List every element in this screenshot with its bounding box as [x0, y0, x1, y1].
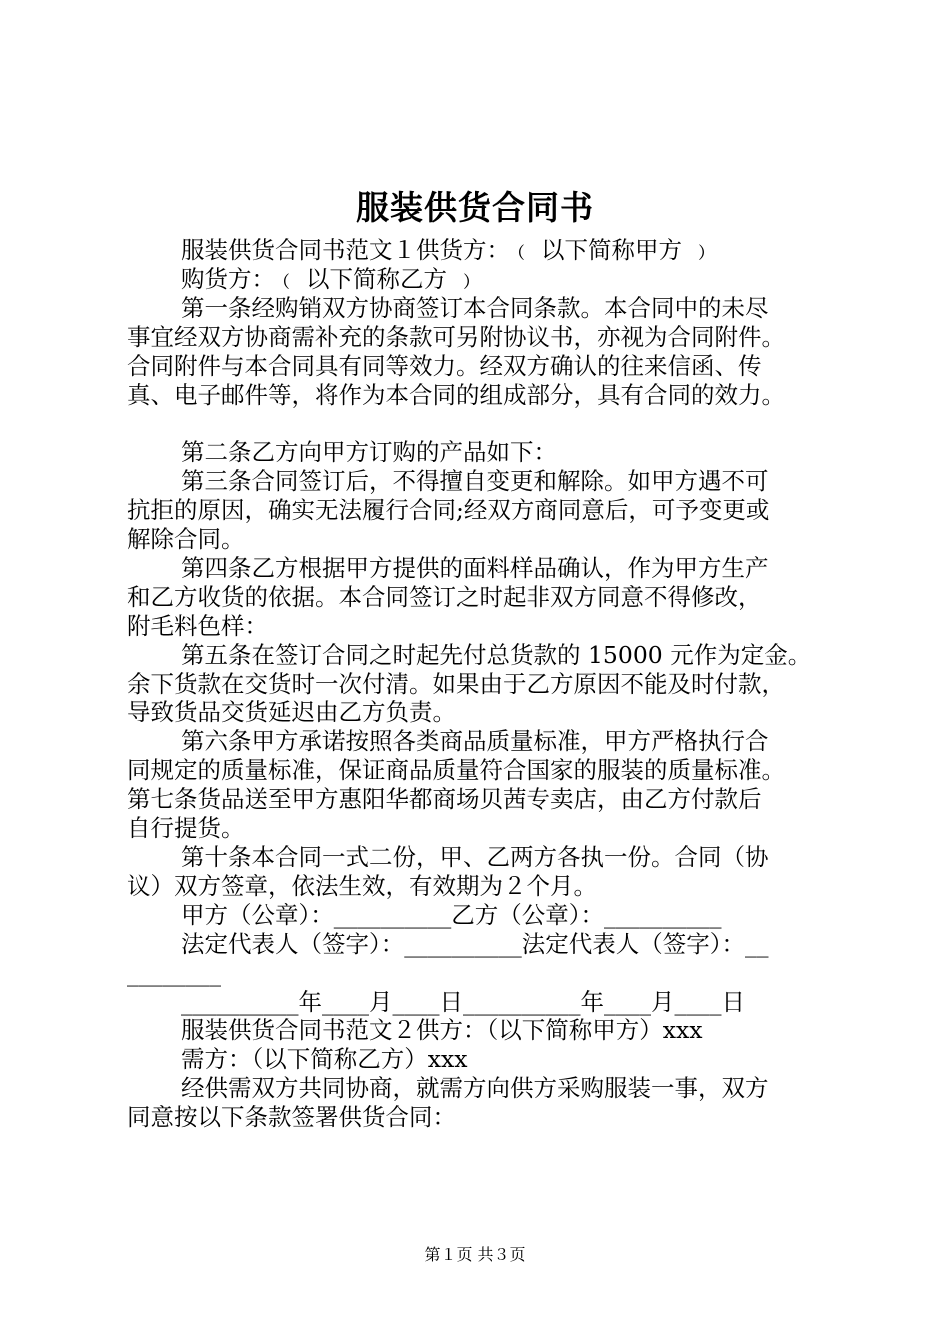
- text-line: 和乙方收货的依据。本合同签订之时起非双方同意不得修改，: [127, 582, 762, 611]
- document-body: [127, 236, 847, 1132]
- signature-line: ________: [127, 958, 221, 987]
- text-line: 第五条在签订合同之时起先付总货款的 15000 元作为定金。: [181, 640, 812, 669]
- text-line: 第一条经购销双方协商签订本合同条款。本合同中的未尽: [181, 293, 769, 322]
- text-line: 抗拒的原因，确实无法履行合同;经双方商同意后，可予变更或: [127, 496, 770, 525]
- document-title: 服装供货合同书: [356, 188, 594, 227]
- text-line: 同规定的质量标准，保证商品质量符合国家的服装的质量标准。: [127, 756, 785, 785]
- signature-line: 法定代表人（签字）：__________法定代表人（签字）：__: [181, 929, 769, 958]
- text-line: 真、电子邮件等，将作为本合同的组成部分，具有合同的效力。: [127, 380, 785, 409]
- text-line: 同意按以下条款签署供货合同：: [127, 1103, 456, 1132]
- date-line: __________年____月____日__________年____月____日: [181, 987, 745, 1016]
- text-line: 第二条乙方向甲方订购的产品如下：: [181, 438, 557, 467]
- text-line: 经供需双方共同协商，就需方向供方采购服装一事，双方: [181, 1074, 769, 1103]
- text-line: 需方：（以下简称乙方）xxx: [181, 1045, 468, 1074]
- text-line: 自行提货。: [127, 814, 245, 843]
- text-line: 余下货款在交货时一次付清。如果由于乙方原因不能及时付款，: [127, 669, 785, 698]
- text-line: 第三条合同签订后，不得擅自变更和解除。如甲方遇不可: [181, 467, 769, 496]
- text-line: 购货方：﹙ 以下简称乙方 ﹚: [181, 264, 478, 293]
- text-line: 服装供货合同书范文１供货方：﹙ 以下简称甲方 ﹚: [181, 236, 713, 264]
- text-line: 服装供货合同书范文２供方：（以下简称甲方）xxx: [181, 1016, 703, 1045]
- page-number: 第１页 共３页: [424, 1245, 526, 1264]
- text-line: 议）双方签章，依法生效，有效期为２个月。: [127, 871, 597, 900]
- text-line: 解除合同。: [127, 525, 245, 554]
- text-line: 事宜经双方协商需补充的条款可另附协议书，亦视为合同附件。: [127, 322, 785, 351]
- text-line: 第六条甲方承诺按照各类商品质量标准，甲方严格执行合: [181, 727, 769, 756]
- signature-line: 甲方（公章）：__________乙方（公章）：__________: [181, 900, 722, 929]
- text-line: 第七条货品送至甲方惠阳华都商场贝茜专卖店，由乙方付款后: [127, 785, 762, 814]
- text-line: 第十条本合同一式二份，甲、乙两方各执一份。合同（协: [181, 843, 769, 872]
- text-line: 导致货品交货延迟由乙方负责。: [127, 698, 456, 727]
- text-line: 合同附件与本合同具有同等效力。经双方确认的往来信函、传: [127, 351, 762, 380]
- paragraph-gap: [127, 409, 847, 438]
- text-line: 第四条乙方根据甲方提供的面料样品确认，作为甲方生产: [181, 553, 769, 582]
- text-line: 附毛料色样：: [127, 611, 268, 640]
